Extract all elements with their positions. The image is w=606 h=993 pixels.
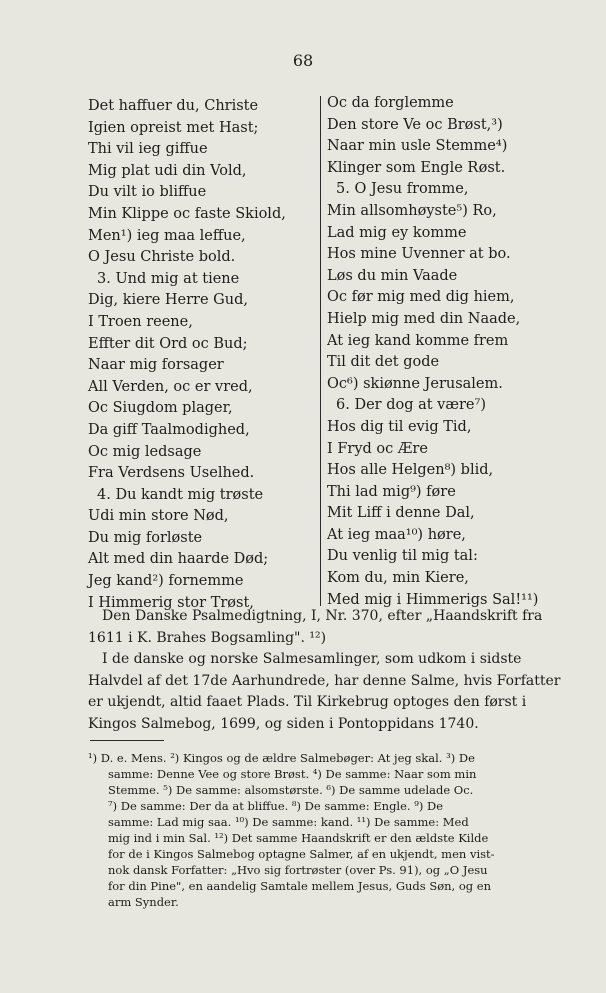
- page-number: 68: [292, 51, 314, 70]
- footnote-line: arm Synder.: [108, 895, 179, 909]
- verse-line: Du vilt io bliffue: [88, 184, 207, 201]
- verse-line: Lad mig ey komme: [327, 224, 467, 241]
- verse-line: At ieg kand komme frem: [327, 332, 509, 349]
- footnote-line: for din Pine", en aandelig Samtale mellem Jesus, Guds Søn, og en: [108, 879, 491, 893]
- verse-line: Hos mine Uvenner at bo.: [327, 246, 511, 263]
- verse-line: Oc før mig med dig hiem,: [327, 289, 515, 306]
- footnote-rule: [90, 740, 164, 741]
- verse-line: 3. Und mig at tiene: [97, 270, 240, 287]
- verse-line: Effter dit Ord oc Bud;: [88, 335, 248, 352]
- footnote-line: samme: Denne Vee og store Brøst. ⁴) De samme: Naar som min: [108, 767, 477, 781]
- verse-line: Thi lad mig⁹) føre: [327, 483, 456, 500]
- verse-line: Du mig forløste: [88, 529, 203, 546]
- footnote-line: ¹) D. e. Mens. ²) Kingos og de ældre Salmebøger: At jeg skal. ³) De: [88, 751, 475, 765]
- verse-line: Oc mig ledsage: [88, 443, 202, 460]
- verse-line: Thi vil ieg giffue: [88, 141, 208, 158]
- verse-line: Hos alle Helgen⁸) blid,: [327, 462, 494, 479]
- footnote-line: Stemme. ⁵) De samme: alsomstørste. ⁶) De samme udelade Oc.: [108, 783, 474, 797]
- hymn-right-column: [327, 93, 567, 611]
- verse-line: Oc⁶) skiønne Jerusalem.: [327, 375, 503, 392]
- verse-line: Løs du min Vaade: [327, 267, 458, 284]
- footnote-line: for de i Kingos Salmebog optagne Salmer, af en ukjendt, men vist-: [108, 847, 495, 861]
- verse-line: 6. Der dog at være⁷): [336, 397, 486, 414]
- verse-line: Du venlig til mig tal:: [327, 548, 478, 565]
- verse-line: Min Klippe oc faste Skiold,: [88, 205, 286, 222]
- verse-line: I Fryd oc Ære: [327, 440, 428, 457]
- hymn-left-column: [88, 96, 318, 614]
- commentary: [88, 606, 566, 735]
- footnote-line: ⁷) De samme: Der da at bliffue. ⁸) De samme: Engle. ⁹) De: [108, 799, 444, 813]
- verse-line: Da giff Taalmodighed,: [88, 421, 250, 438]
- verse-line: 5. O Jesu fromme,: [336, 181, 469, 198]
- verse-line: Naar min usle Stemme⁴): [327, 138, 508, 155]
- verse-line: At ieg maa¹⁰) høre,: [327, 526, 466, 543]
- footnote-line: mig ind i min Sal. ¹²) Det samme Haandskrift er den ældste Kilde: [108, 831, 489, 845]
- verse-line: Hielp mig med din Naade,: [327, 310, 521, 327]
- footnote-line: samme: Lad mig saa. ¹⁰) De samme: kand. ¹¹) De samme: Med: [108, 815, 469, 829]
- commentary-line: Kingos Salmebog, 1699, og siden i Pontoppidans 1740.: [88, 715, 479, 732]
- verse-line: O Jesu Christe bold.: [88, 249, 236, 266]
- verse-line: Fra Verdsens Uselhed.: [88, 465, 255, 482]
- commentary-line: Den Danske Psalmedigtning, I, Nr. 370, efter „Haandskrift fra: [102, 608, 543, 624]
- column-divider: [320, 96, 321, 606]
- verse-line: Jeg kand²) fornemme: [88, 573, 244, 590]
- verse-line: 4. Du kandt mig trøste: [97, 486, 264, 503]
- verse-line: Mit Liff i denne Dal,: [327, 505, 475, 522]
- verse-line: Kom du, min Kiere,: [327, 570, 469, 587]
- commentary-line: 1611 i K. Brahes Bogsamling". ¹²): [88, 629, 327, 646]
- verse-line: Klinger som Engle Røst.: [327, 159, 506, 176]
- verse-line: I Troen reene,: [88, 313, 193, 330]
- commentary-line: er ukjendt, altid faaet Plads. Til Kirkebrug optoges den først i: [88, 694, 527, 710]
- verse-line: Dig, kiere Herre Gud,: [88, 292, 248, 309]
- verse-line: Det haffuer du, Christe: [88, 98, 259, 114]
- verse-line: Med mig i Himmerigs Sal!¹¹): [327, 591, 539, 608]
- verse-line: I Himmerig stor Trøst,: [88, 594, 254, 611]
- verse-line: Igien opreist met Hast;: [88, 119, 259, 136]
- verse-line: Mig plat udi din Vold,: [88, 162, 247, 179]
- verse-line: Alt med din haarde Død;: [88, 551, 269, 568]
- verse-line: Til dit det gode: [327, 354, 440, 371]
- verse-line: Naar mig forsager: [88, 357, 224, 374]
- commentary-line: Halvdel af det 17de Aarhundrede, har denne Salme, hvis Forfatter: [88, 672, 561, 689]
- verse-line: All Verden, oc er vred,: [88, 378, 253, 395]
- verse-line: Den store Ve oc Brøst,³): [327, 116, 503, 133]
- commentary-line: I de danske og norske Salmesamlinger, som udkom i sidste: [102, 651, 522, 667]
- verse-line: Oc Siugdom plager,: [88, 400, 233, 417]
- verse-line: Min allsomhøyste⁵) Ro,: [327, 202, 497, 219]
- footnote-line: nok dansk Forfatter: „Hvo sig fortrøster (over Ps. 91), og „O Jesu: [108, 863, 488, 877]
- footnotes: [88, 750, 566, 910]
- verse-line: Hos dig til evig Tid,: [327, 418, 472, 435]
- verse-line: Oc da forglemme: [327, 95, 454, 111]
- verse-line: Udi min store Nød,: [88, 508, 229, 525]
- verse-line: Men¹) ieg maa leffue,: [88, 227, 246, 244]
